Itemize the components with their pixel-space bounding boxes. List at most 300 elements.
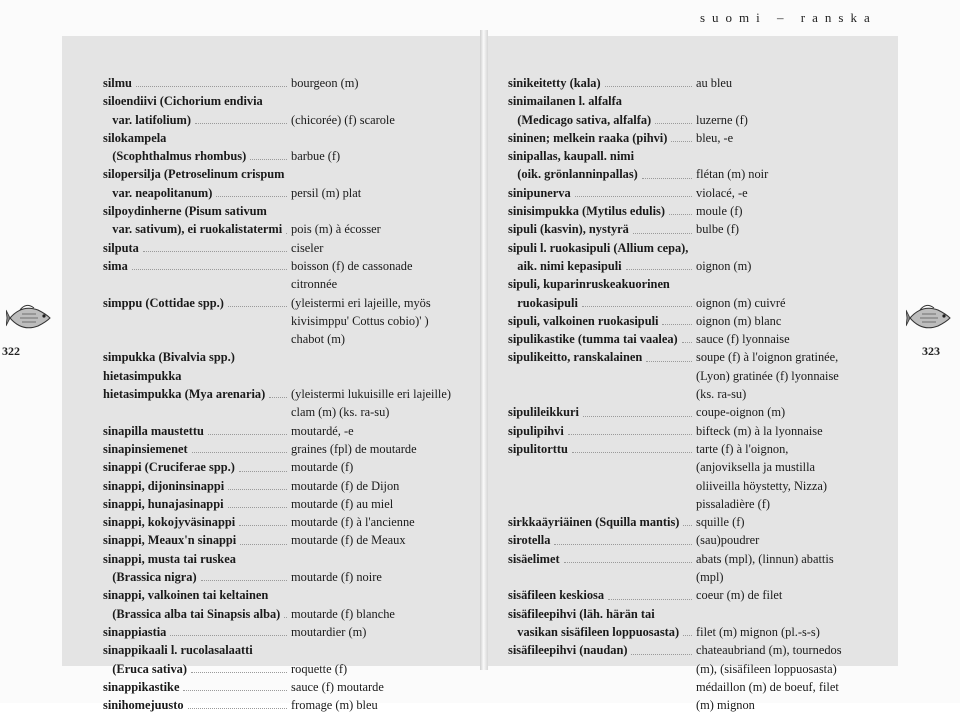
entry-term — [103, 312, 291, 330]
entry-term — [508, 586, 696, 604]
dot-leader — [568, 422, 692, 435]
dictionary-entry — [508, 605, 842, 623]
entry-translation: moutardier (m) — [291, 624, 367, 639]
dot-leader — [132, 257, 287, 270]
entry-translation: (m), (sisäfileen loppuosasta) — [696, 661, 837, 676]
dictionary-entry — [103, 111, 451, 129]
dot-leader — [683, 513, 692, 526]
dictionary-entry — [103, 239, 451, 257]
entry-term — [508, 568, 696, 586]
entry-term-text: sipulikastike (tumma tai vaalea) — [508, 332, 678, 347]
entry-term — [508, 111, 696, 129]
dictionary-entry — [508, 74, 842, 92]
entry-term — [103, 422, 291, 440]
entry-translation: bulbe (f) — [696, 222, 740, 237]
entry-term-text: vasikan sisäfileen loppuosasta) — [508, 624, 680, 639]
entry-term — [103, 678, 291, 696]
dictionary-entry — [508, 165, 842, 183]
entry-term-text: sipulipihvi — [508, 423, 564, 438]
dictionary-entry — [103, 422, 451, 440]
entry-translation: coeur (m) de filet — [696, 588, 783, 603]
entry-term — [103, 440, 291, 458]
entry-term-text: simpukka (Bivalvia spp.) — [103, 350, 235, 365]
dictionary-entry — [103, 477, 451, 495]
entry-term — [508, 74, 696, 92]
entry-term — [103, 257, 291, 275]
dot-leader — [239, 513, 287, 526]
dictionary-entry — [508, 129, 842, 147]
entry-term — [508, 641, 696, 659]
dot-leader — [633, 220, 692, 233]
entry-term-text: (Medicago sativa, alfalfa) — [508, 112, 652, 127]
entry-term-text: siloendiivi (Cichorium endivia — [103, 94, 263, 109]
entry-term-text: (Eruca sativa) — [103, 661, 187, 676]
entry-term-text: sinappi, Meaux'n sinappi — [103, 533, 237, 548]
dictionary-entry — [103, 623, 451, 641]
dot-leader — [605, 74, 692, 87]
dictionary-entry — [508, 696, 842, 714]
dictionary-entry — [508, 92, 842, 110]
entry-term — [103, 531, 291, 549]
dot-leader — [642, 165, 692, 178]
entry-term — [508, 92, 696, 110]
dictionary-entry — [103, 275, 451, 293]
entry-term — [103, 513, 291, 531]
dictionary-entry — [103, 605, 451, 623]
entry-term-text: sinappi (Cruciferae spp.) — [103, 460, 235, 475]
dictionary-entry — [508, 202, 842, 220]
entry-term-text: sisäfileepihvi (läh. härän tai — [508, 606, 655, 621]
dot-leader — [554, 531, 692, 544]
dictionary-entry — [103, 202, 451, 220]
entry-term-text: sipuli, kuparinruskeakuorinen — [508, 277, 670, 292]
dictionary-entry — [103, 678, 451, 696]
dot-leader — [669, 202, 692, 215]
entry-translation: chabot (m) — [291, 332, 346, 347]
dictionary-entry — [508, 385, 842, 403]
dictionary-entry — [103, 257, 451, 275]
entry-term-text: silmu — [103, 76, 132, 90]
entry-translation: moule (f) — [696, 204, 743, 219]
dot-leader — [564, 550, 692, 563]
entry-term-text: silputa — [103, 240, 139, 255]
entry-translation: oignon (m) cuivré — [696, 295, 786, 310]
entry-term — [103, 568, 291, 586]
entry-term-text: sima — [103, 258, 128, 273]
dictionary-entry — [508, 403, 842, 421]
entry-term — [508, 458, 696, 476]
entry-term-text: simppu (Cottidae spp.) — [103, 295, 224, 310]
dot-leader — [228, 477, 287, 490]
entry-translation: (m) mignon — [696, 698, 755, 713]
entry-term-text: sinisimpukka (Mytilus edulis) — [508, 204, 665, 219]
entry-translation: moutarde (f) — [291, 460, 354, 475]
entry-term — [103, 330, 291, 348]
entry-translation: soupe (f) à l'oignon gratinée, — [696, 350, 839, 365]
dot-leader — [683, 623, 692, 636]
dictionary-entry — [103, 385, 451, 403]
entry-term-text: sinipunerva — [508, 185, 571, 200]
entry-term-text: (Scophthalmus rhombus) — [103, 149, 247, 164]
entry-term-text: sinappi, hunajasinappi — [103, 496, 224, 511]
entry-term — [103, 275, 291, 293]
entry-term — [508, 184, 696, 202]
dictionary-entry — [508, 239, 842, 257]
entry-term-text: ruokasipuli — [508, 295, 578, 310]
entry-term — [103, 477, 291, 495]
entry-translation: chateaubriand (m), tournedos — [696, 643, 842, 658]
dictionary-entry — [508, 312, 842, 330]
entry-term — [103, 239, 291, 257]
dot-leader — [136, 74, 287, 87]
entry-term — [508, 165, 696, 183]
entry-term-text: silokampela — [103, 130, 167, 145]
dictionary-entry — [103, 550, 451, 568]
entry-translation: coupe-oignon (m) — [696, 405, 786, 420]
dictionary-entry — [103, 184, 451, 202]
entry-term — [508, 367, 696, 385]
entry-term — [103, 660, 291, 678]
entry-translation: filet (m) mignon (pl.-s-s) — [696, 624, 820, 639]
entry-translation: moutarde (f) à l'ancienne — [291, 515, 415, 530]
entry-term-text: sirkkaäyriäinen (Squilla mantis) — [508, 515, 680, 530]
entry-translation: (anjoviksella ja mustilla — [696, 460, 816, 475]
entry-translation: squille (f) — [696, 515, 745, 530]
entry-translation: persil (m) plat — [291, 185, 362, 200]
dot-leader — [575, 184, 692, 197]
dot-leader — [269, 385, 287, 398]
entry-translation: pois (m) à écosser — [291, 222, 381, 237]
dictionary-entry — [103, 403, 451, 421]
dictionary-entry — [508, 477, 842, 495]
dot-leader — [191, 660, 287, 673]
entry-term-text: sirotella — [508, 533, 551, 548]
entry-term — [508, 348, 696, 366]
entry-term — [103, 403, 291, 421]
entry-term-text: sinikeitetty (kala) — [508, 76, 601, 90]
dictionary-entry — [103, 513, 451, 531]
entry-term — [508, 202, 696, 220]
entry-translation: (mpl) — [696, 570, 724, 585]
entry-term — [508, 129, 696, 147]
dictionary-entry — [103, 92, 451, 110]
entry-term — [508, 385, 696, 403]
dictionary-entry — [508, 422, 842, 440]
entry-translation: moutarde (f) de Dijon — [291, 478, 400, 493]
entry-term — [103, 165, 291, 183]
dictionary-entry — [508, 294, 842, 312]
dictionary-entry — [508, 220, 842, 238]
dictionary-entry — [103, 586, 451, 604]
dictionary-entry — [103, 294, 451, 312]
dot-leader — [671, 129, 692, 142]
dot-leader — [201, 568, 287, 581]
entry-translation: moutarde (f) blanche — [291, 606, 395, 621]
page-number-left: 322 — [2, 344, 20, 358]
dictionary-entry — [508, 660, 842, 678]
dot-leader — [240, 531, 287, 544]
entry-term-text: silopersilja (Petroselinum crispum — [103, 167, 285, 182]
entry-term-text: sinappikastike — [103, 679, 180, 694]
page-number-right: 323 — [922, 344, 940, 358]
entry-translation: citronnée — [291, 277, 338, 292]
entry-translation: oliiveilla höystetty, Nizza) — [696, 478, 827, 493]
entry-term — [508, 440, 696, 458]
entry-term-text: sinappi, dijoninsinappi — [103, 478, 225, 493]
entry-translation: (yleistermi lukuisille eri lajeille) — [291, 387, 451, 402]
entry-term — [508, 403, 696, 421]
entry-translation: (chicorée) (f) scarole — [291, 112, 395, 127]
dictionary-entry — [103, 348, 451, 366]
dictionary-entry — [508, 458, 842, 476]
entry-term — [103, 367, 291, 385]
dictionary-entry — [508, 330, 842, 348]
dot-leader — [228, 294, 287, 307]
entry-term — [508, 147, 696, 165]
entry-term — [103, 184, 291, 202]
entry-term — [103, 74, 291, 92]
entry-term-text: sinappi, valkoinen tai keltainen — [103, 588, 269, 603]
entry-term — [508, 477, 696, 495]
entry-translation: bleu, -e — [696, 130, 734, 145]
dot-leader — [286, 220, 287, 233]
dictionary-entry — [103, 696, 451, 714]
entry-term — [103, 92, 291, 110]
fish-icon — [6, 300, 54, 336]
entry-term-text: var. latifolium) — [103, 112, 191, 127]
dictionary-entry — [103, 660, 451, 678]
entry-term-text: hietasimpukka — [103, 368, 182, 383]
entry-term — [508, 623, 696, 641]
entry-term-text: var. sativum), ei ruokalistatermi — [103, 222, 283, 237]
entry-translation: kivisimppu' Cottus cobio)' ) — [291, 313, 429, 328]
entry-translation: clam (m) (ks. ra-su) — [291, 405, 390, 420]
dot-leader — [170, 623, 287, 636]
dictionary-entry — [508, 495, 842, 513]
entry-term — [508, 422, 696, 440]
dictionary-entry — [103, 129, 451, 147]
entry-translation: abats (mpl), (linnun) abattis — [696, 551, 834, 566]
dictionary-entry — [508, 111, 842, 129]
entry-term-text: (Brassica nigra) — [103, 570, 197, 585]
entry-translation: fromage (m) bleu — [291, 698, 378, 713]
entry-term-text: (oik. grönlanninpallas) — [508, 167, 638, 182]
entry-translation: oignon (m) blanc — [696, 313, 782, 328]
dot-leader — [183, 678, 287, 691]
dictionary-entry — [103, 147, 451, 165]
left-entry-list — [103, 74, 451, 714]
dot-leader — [239, 458, 287, 471]
entry-term-text: sisäelimet — [508, 551, 560, 566]
dictionary-entry — [508, 678, 842, 696]
entry-term — [508, 550, 696, 568]
entry-translation: (ks. ra-su) — [696, 387, 747, 402]
dictionary-entry — [508, 348, 842, 366]
dot-leader — [582, 294, 692, 307]
entry-translation: moutarde (f) noire — [291, 570, 382, 585]
dot-leader — [228, 495, 287, 508]
dot-leader — [662, 312, 692, 325]
dot-leader — [284, 605, 287, 618]
dot-leader — [216, 184, 287, 197]
dictionary-entry — [508, 550, 842, 568]
dictionary-entry — [508, 513, 842, 531]
entry-translation: pissaladière (f) — [696, 496, 770, 511]
entry-translation: (sau)poudrer — [696, 533, 760, 548]
entry-term — [103, 294, 291, 312]
dot-leader — [646, 348, 692, 361]
entry-term — [508, 605, 696, 623]
entry-translation: boisson (f) de cassonade — [291, 258, 413, 273]
dictionary-entry — [103, 330, 451, 348]
dot-leader — [192, 440, 287, 453]
entry-term-text: sipuli, valkoinen ruokasipuli — [508, 313, 659, 328]
right-entry-list — [508, 74, 842, 714]
entry-translation: flétan (m) noir — [696, 167, 769, 182]
entry-translation: moutarde (f) de Meaux — [291, 533, 406, 548]
entry-term-text: sinihomejuusto — [103, 698, 184, 713]
dictionary-entry — [508, 147, 842, 165]
entry-term — [103, 458, 291, 476]
entry-term-text: sipulileikkuri — [508, 405, 579, 420]
entry-term — [103, 586, 291, 604]
entry-term — [103, 623, 291, 641]
entry-term — [508, 696, 696, 714]
dictionary-entry — [103, 458, 451, 476]
entry-term — [103, 641, 291, 659]
dot-leader — [250, 147, 287, 160]
dictionary-entry — [103, 74, 451, 92]
dot-leader — [583, 403, 692, 416]
dictionary-entry — [103, 165, 451, 183]
entry-term — [103, 129, 291, 147]
dot-leader — [195, 111, 287, 124]
entry-translation: bifteck (m) à la lyonnaise — [696, 423, 823, 438]
entry-term-text: sinappiastia — [103, 624, 167, 639]
entry-translation: violacé, -e — [696, 185, 748, 200]
entry-translation: bourgeon (m) — [291, 76, 359, 90]
entry-translation: moutardé, -e — [291, 423, 354, 438]
entry-term — [103, 111, 291, 129]
fish-icon — [906, 300, 954, 336]
entry-term-text: sininen; melkein raaka (pihvi) — [508, 130, 668, 145]
dictionary-entry — [103, 495, 451, 513]
entry-term — [508, 220, 696, 238]
entry-term — [103, 605, 291, 623]
entry-translation: sauce (f) moutarde — [291, 679, 384, 694]
entry-term-text: sinapilla maustettu — [103, 423, 204, 438]
dot-leader — [626, 257, 692, 270]
entry-term — [103, 385, 291, 403]
dictionary-entry — [508, 257, 842, 275]
entry-term-text: sipulitorttu — [508, 441, 568, 456]
dictionary-entry — [103, 568, 451, 586]
book-gutter — [480, 30, 488, 670]
entry-translation: (Lyon) gratinée (f) lyonnaise — [696, 368, 839, 383]
dictionary-entry — [508, 531, 842, 549]
dictionary-entry — [103, 440, 451, 458]
entry-term — [508, 531, 696, 549]
entry-term-text: (Brassica alba tai Sinapsis alba) — [103, 606, 281, 621]
entry-term-text: sinimailanen l. alfalfa — [508, 94, 622, 109]
entry-translation: tarte (f) à l'oignon, — [696, 441, 789, 456]
entry-term — [508, 330, 696, 348]
entry-term — [103, 550, 291, 568]
entry-term — [508, 678, 696, 696]
dictionary-entry — [508, 440, 842, 458]
entry-term — [103, 696, 291, 714]
entry-translation: luzerne (f) — [696, 112, 748, 127]
entry-term-text: sipuli (kasvin), nystyrä — [508, 222, 629, 237]
dictionary-entry — [103, 367, 451, 385]
entry-translation: oignon (m) — [696, 258, 752, 273]
entry-translation: au bleu — [696, 76, 733, 90]
entry-term — [508, 275, 696, 293]
dictionary-entry — [508, 623, 842, 641]
entry-translation: (yleistermi eri lajeille, myös — [291, 295, 431, 310]
dictionary-entry — [508, 568, 842, 586]
dictionary-entry — [508, 641, 842, 659]
entry-translation: ciseler — [291, 240, 324, 255]
entry-term — [103, 147, 291, 165]
dictionary-entry — [103, 220, 451, 238]
dictionary-entry — [103, 531, 451, 549]
entry-term-text: sinappikaali l. rucolasalaatti — [103, 643, 253, 658]
entry-term — [103, 220, 291, 238]
entry-term — [508, 312, 696, 330]
entry-term — [103, 202, 291, 220]
dot-leader — [572, 440, 692, 453]
entry-translation: médaillon (m) de boeuf, filet — [696, 679, 839, 694]
dictionary-entry — [508, 586, 842, 604]
dictionary-entry — [508, 184, 842, 202]
dictionary-entry — [103, 641, 451, 659]
entry-term-text: sinappi, musta tai ruskea — [103, 551, 236, 566]
running-head: suomi – ranska — [700, 10, 877, 25]
dictionary-entry — [103, 312, 451, 330]
entry-translation: barbue (f) — [291, 149, 341, 164]
entry-term — [508, 495, 696, 513]
entry-term — [103, 348, 291, 366]
entry-translation: sauce (f) lyonnaise — [696, 332, 790, 347]
entry-translation: graines (fpl) de moutarde — [291, 441, 417, 456]
entry-term-text: hietasimpukka (Mya arenaria) — [103, 387, 266, 402]
entry-term-text: silpoydinherne (Pisum sativum — [103, 204, 267, 219]
entry-term-text: sipuli l. ruokasipuli (Allium cepa), — [508, 240, 689, 255]
dot-leader — [682, 330, 692, 343]
entry-term-text: aik. nimi kepasipuli — [508, 258, 622, 273]
dot-leader — [631, 641, 692, 654]
dictionary-entry — [508, 367, 842, 385]
entry-term-text: sipulikeitto, ranskalainen — [508, 350, 643, 365]
entry-term — [508, 660, 696, 678]
entry-term-text: sinipallas, kaupall. nimi — [508, 149, 635, 164]
entry-term — [508, 513, 696, 531]
dot-leader — [655, 111, 692, 124]
entry-translation: moutarde (f) au miel — [291, 496, 394, 511]
entry-term — [508, 239, 696, 257]
entry-term-text: sisäfileen keskiosa — [508, 588, 605, 603]
entry-term-text: sinappi, kokojyväsinappi — [103, 515, 236, 530]
entry-term-text: var. neapolitanum) — [103, 185, 213, 200]
dot-leader — [143, 239, 287, 252]
entry-translation: roquette (f) — [291, 661, 348, 676]
entry-term — [103, 495, 291, 513]
dictionary-entry — [508, 275, 842, 293]
entry-term — [508, 294, 696, 312]
entry-term-text: sisäfileepihvi (naudan) — [508, 643, 628, 658]
entry-term-text: sinapinsiemenet — [103, 441, 188, 456]
